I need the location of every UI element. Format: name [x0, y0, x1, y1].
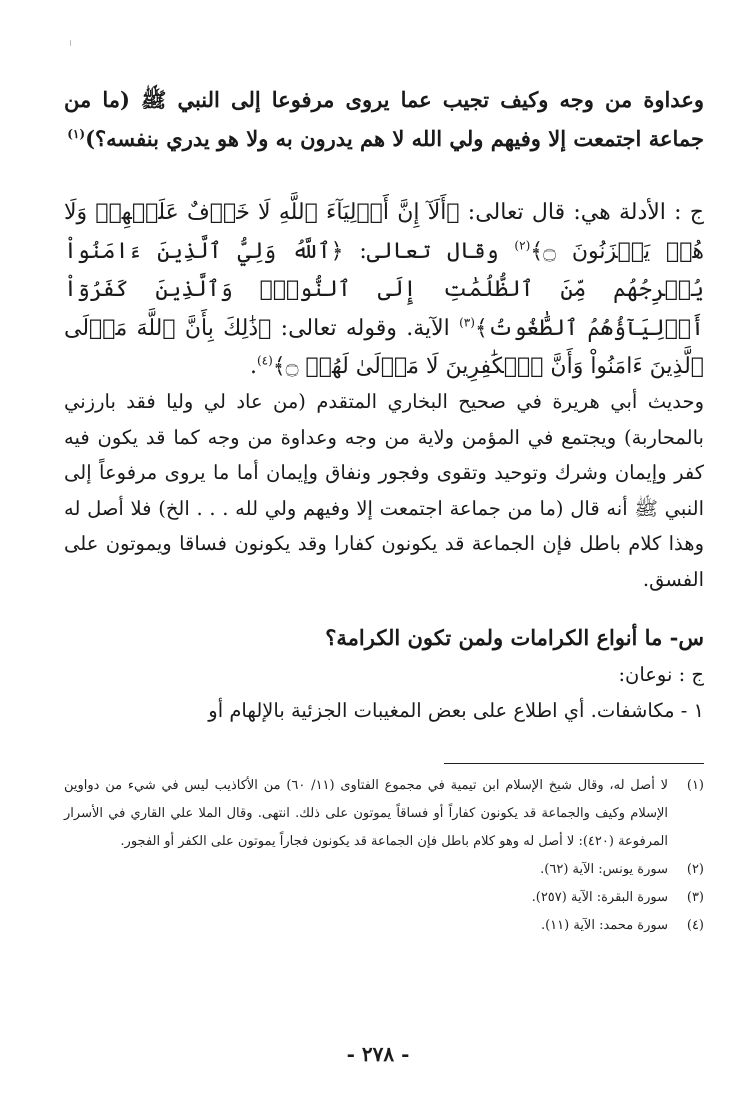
- footnote-text: سورة محمد: الآية (١١).: [540, 918, 668, 933]
- hadith-text: وحديث أبي هريرة في صحيح البخاري المتقدم (من عاد لي وليا فقد بارزني بالمحاربة) ويجتمع في المؤمن ولاية من وجه وعداوة من وجه كما قد يكون فيه كفر وإيمان وشرك وتوحيد وتقوى وفجور ونفاق وإيمان أما ما يروى مرفوعاً إلى النبي ﷺ أنه قال (ما من جماعة اجتمعت إلا وفيهم ولي لله . . . الخ) فلا أصل له وهذا كلام باطل فإن الجماعة قد يكونون كفارا وقد يكونون فساقا ويموتون على الفسق.: [64, 390, 704, 591]
- question-heading-text: س- ما أنواع الكرامات ولمن تكون الكرامة؟: [325, 625, 704, 650]
- answer-evidence-part-3: الآية. وقوله تعالى: ﴿ذَٰلِكَ بِأَنَّ ٱللَّهَ مَوۡلَى ٱلَّذِينَ ءَامَنُواْ وَأَنَّ ٱلۡكَٰفِرِينَ لَا مَوۡلَىٰ لَهُمۡ ۝﴾: [64, 315, 704, 379]
- footnote-ref-1: (١): [67, 127, 86, 141]
- answer-evidence-part-1: ج : الأدلة هي: قال تعالى: ﴿أَلَآ إِنَّ أَوۡلِيَآءَ ٱللَّهِ لَا خَوۡفٌ عَلَيۡهِمۡ وَلَا هُمۡ يَحۡزَنُونَ ۝﴾: [64, 200, 704, 264]
- question-continuation: [64, 80, 704, 158]
- footnote-text: سورة البقرة: الآية (٢٥٧).: [531, 890, 668, 905]
- answer-evidence-end: .: [249, 354, 257, 379]
- footnote: [64, 856, 704, 884]
- footnote-divider: [444, 763, 704, 764]
- footnote-text: لا أصل له، وقال شيخ الإسلام ابن تيمية في مجموع الفتاوى (١١/ ٦٠) من الأكاذيب ليس في شيء من دواوين الإسلام وكيف والجماعة قد يكونون كفاراً أو فساقاً يموتون على ذلك. انتهى. وقال الملا علي القاري في الأسرار المرفوعة (٤٢٠): لا أصل له وهو كلام باطل فإن الجماعة قد يكونون فجاراً يموتون على الكفر أو الفجور.: [64, 778, 668, 849]
- footnote-number: (٤): [686, 918, 704, 933]
- footnote-number: (٢): [686, 862, 704, 877]
- footnote-text: سورة يونس: الآية (٦٢).: [540, 862, 668, 877]
- list-item-1: [64, 696, 704, 726]
- list-item-1-text: ١ - مكاشفات. أي اطلاع على بعض المغيبات الجزئية بالإلهام أو: [208, 699, 704, 722]
- footnote: [64, 772, 704, 856]
- answer-evidence-part-2: وقال تعالى: ﴿ٱللَّهُ وَلِيُّ ٱلَّذِينَ ءَامَنُواْ يُخۡرِجُهُم مِّنَ ٱلظُّلُمَٰتِ إِلَى ٱلنُّورِۖ وَٱلَّذِينَ كَفَرُوٓاْ أَوۡلِيَآؤُهُمُ ٱلطَّٰغُوتُ﴾: [64, 238, 704, 341]
- footnotes: [64, 772, 704, 940]
- footnote-ref-4: (٤): [256, 353, 273, 368]
- answer-evidence: [64, 194, 704, 387]
- hadith-paragraph: [64, 384, 704, 597]
- footnote: [64, 884, 704, 912]
- question-text: وعداوة من وجه وكيف تجيب عما يروى مرفوعا إلى النبي ﷺ (ما من جماعة اجتمعت إلا وفيهم ولي الله لا هم يدرون به ولا هو يدري بنفسه؟): [64, 87, 704, 151]
- answer-intro: [64, 660, 704, 690]
- footnote: [64, 912, 704, 940]
- page-number: - ٢٧٨ -: [346, 1042, 410, 1066]
- footnote-ref-3: (٣): [459, 315, 475, 330]
- footnote-ref-2: (٢): [514, 238, 531, 253]
- footnote-number: (١): [686, 778, 704, 793]
- answer-intro-text: ج : نوعان:: [618, 663, 704, 686]
- footnote-number: (٣): [686, 890, 704, 905]
- question-heading: [64, 623, 704, 653]
- scan-mark: [70, 40, 71, 46]
